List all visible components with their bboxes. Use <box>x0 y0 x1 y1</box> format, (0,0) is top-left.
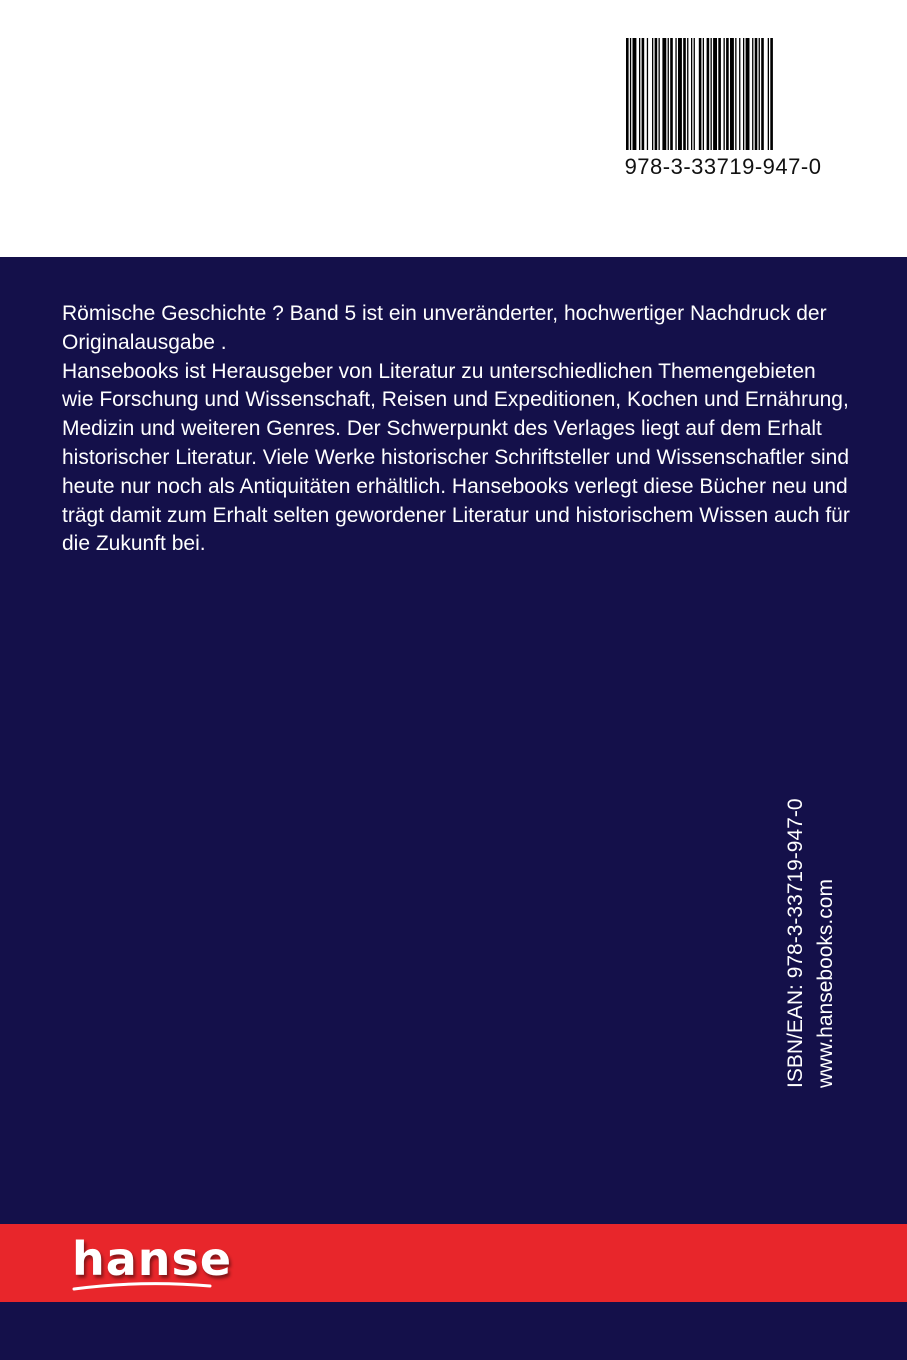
website-url: www.hansebooks.com <box>814 879 837 1088</box>
logo-swoosh <box>72 1280 212 1292</box>
barcode <box>618 38 828 188</box>
hanse-logo: hanse <box>72 1232 233 1286</box>
isbn-text: ISBN/EAN: 978-3-33719-947-0 <box>784 798 807 1088</box>
book-description <box>62 300 852 559</box>
top-white-band <box>0 0 907 257</box>
description-paragraph-2: Hansebooks ist Herausgeber von Literatur zu unterschiedlichen Themengebieten wie Forschung und Wissenschaft, Reisen und Expeditionen, Kochen und Ernährung, Medizin und weiteren Genres. Der Schwerpunkt des Verlages liegt auf dem Erhalt historischer Literatur. Viele Werke historischer Schriftsteller und Wissenschaftler sind heute nur noch als Antiquitäten erhältlich. Hansebooks verlegt diese Bücher neu und trägt damit zum Erhalt selten gewordener Literatur und historischem Wissen auch für die Zukunft bei. <box>62 359 850 556</box>
barcode-bars <box>626 38 820 150</box>
description-paragraph-1: Römische Geschichte ? Band 5 ist ein unveränderter, hochwertiger Nachdruck der Originalausgabe . <box>62 302 827 354</box>
vertical-publisher-info <box>780 785 840 1090</box>
barcode-number: 978-3-33719-947-0 <box>624 154 822 179</box>
